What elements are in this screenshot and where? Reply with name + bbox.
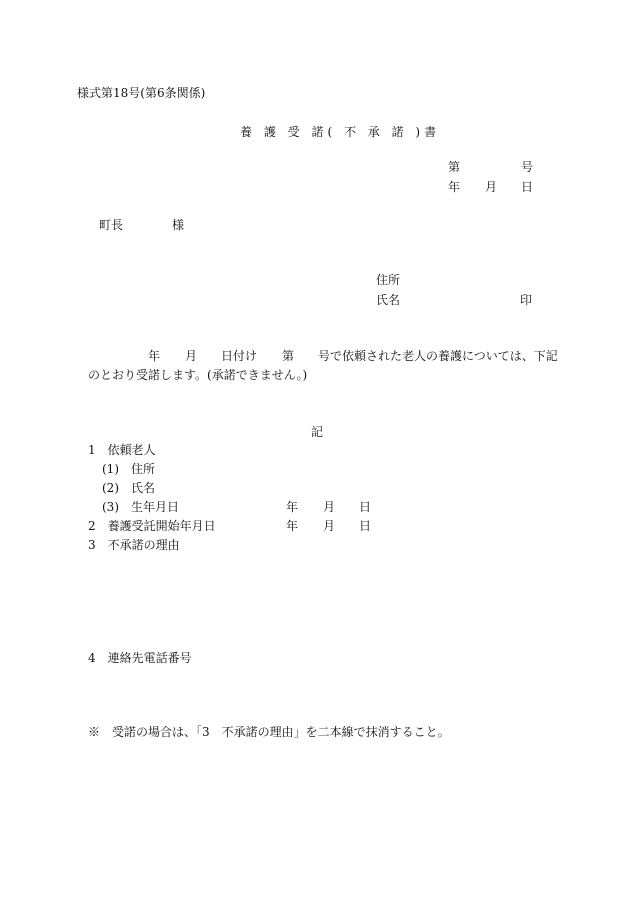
footnote: ※ 受諾の場合は、「3 不承諾の理由」を二本線で抹消すること。 [88, 725, 450, 739]
ki-heading: 記 [311, 425, 324, 439]
body-text-line2: のとおり受諾します。(承諾できません。) [88, 368, 308, 382]
date-day: 日 [521, 180, 534, 194]
item-2-month: 月 [323, 519, 336, 533]
doc-number-go: 号 [521, 160, 534, 174]
sender-address-label: 住所 [376, 273, 401, 287]
item-3: 3 不承諾の理由 [88, 538, 180, 552]
item-1: 1 依頼老人 [88, 443, 156, 457]
item-2-year: 年 [286, 519, 299, 533]
body-year: 年 [148, 349, 161, 363]
item-1-3-day: 日 [359, 500, 372, 514]
body-month: 月 [185, 349, 198, 363]
date-year: 年 [448, 180, 461, 194]
item-1-1: (1) 住所 [102, 462, 155, 476]
sender-name-label: 氏名 [376, 293, 401, 307]
item-4: 4 連絡先電話番号 [88, 651, 192, 665]
item-2: 2 養護受託開始年月日 [88, 519, 216, 533]
form-number: 様式第18号(第6条関係) [77, 86, 206, 100]
doc-number-dai: 第 [448, 160, 461, 174]
body-dai: 第 [282, 349, 295, 363]
addressee-sama: 様 [172, 218, 185, 232]
addressee-town-head: 町長 [99, 218, 124, 232]
date-month: 月 [485, 180, 498, 194]
item-2-day: 日 [359, 519, 372, 533]
document-title: 養 護 受 諾( 不 承 諾 )書 [240, 125, 441, 139]
item-1-3: (3) 生年月日 [102, 500, 179, 514]
body-dated: 日付け [221, 349, 258, 363]
item-1-3-month: 月 [323, 500, 336, 514]
item-1-2: (2) 氏名 [102, 481, 155, 495]
item-1-3-year: 年 [286, 500, 299, 514]
seal-mark: 印 [520, 293, 533, 307]
body-text-line1: 号で依頼された老人の養護については、下記 [318, 349, 558, 363]
